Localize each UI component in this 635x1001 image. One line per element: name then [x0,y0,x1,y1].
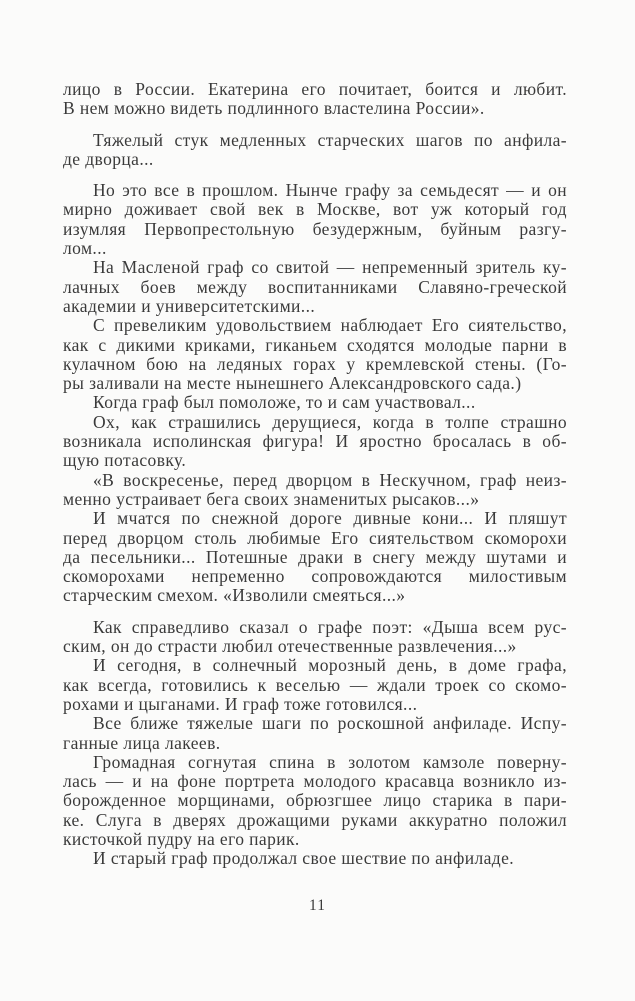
text-line: На Масленой граф со свитой — непременный зритель ку- [93,257,567,278]
text-line: Все ближе тяжелые шаги по роскошной анфиладе. Испу- [93,713,567,734]
text-line: перед дворцом столь любимые Его сиятельством скоморохи [63,527,567,548]
paragraph [63,618,567,657]
text-line: Но это все в прошлом. Нынче графу за семьдесят — и он [93,180,567,201]
paragraph [63,413,567,471]
text-line: И мчатся по снежной дороге дивные кони... И пляшут [93,508,567,529]
text-line: кисточкой пудру на его парик. [63,828,300,849]
text-line: ке. Слуга в дверях дрожащими руками аккуратно положил [63,809,567,830]
paragraph [63,258,567,316]
text-line: мирно доживает свой век в Москве, вот уж который год [63,199,567,220]
text-line: как всегда, готовились к веселью — ждали троек со скомо- [63,674,567,695]
text-line: менно устраивает бега своих знаменитых рысаков...» [63,488,480,509]
text-line: как с дикими криками, гиканьем сходятся молодые парни в [63,334,567,355]
paragraph [63,753,567,849]
paragraph [63,316,567,393]
paragraph [63,471,567,510]
text-line: рохами и цыганами. И граф тоже готовился... [63,693,418,714]
page-text [63,80,567,869]
text-line: И сегодня, в солнечный морозный день, в доме графа, [93,655,567,676]
text-line: «В воскресенье, перед дворцом в Нескучном, граф неиз- [93,469,567,490]
paragraph [63,131,567,170]
text-line: И старый граф продолжал свое шествие по анфиладе. [93,848,515,869]
text-line: лачных боев между воспитанниками Славяно-греческой [63,276,567,297]
text-line: ры заливали на месте нынешнего Александровского сада.) [63,373,522,394]
text-line: С превеликим удовольствием наблюдает Его сиятельство, [93,315,567,336]
text-line: де дворца... [63,148,154,169]
text-line: Тяжелый стук медленных старческих шагов по анфила- [93,129,567,150]
text-line: академии и университетскими... [63,295,316,316]
text-line: Ох, как страшились дерущиеся, когда в толпе страшно [93,411,567,432]
paragraph [63,656,567,714]
text-line: старческим смехом. «Изволили смеяться...» [63,585,406,606]
text-line: щую потасовку. [63,450,187,471]
text-line: возникала исполинская фигура! И яростно бросалась в об- [63,431,567,452]
text-line: лицо в России. Екатерина его почитает, боится и любит. [63,79,567,99]
text-line: ганные лица лакеев. [63,732,221,753]
text-line: лом... [63,238,107,259]
paragraph [63,181,567,258]
text-line: ским, он до страсти любил отечественные развлечения...» [63,636,517,657]
text-line: да песельники... Потешные драки в снегу между шутами и [63,546,567,567]
paragraph [63,849,567,868]
text-line: борожденное морщинами, обрюзгшее лицо старика в пари- [63,790,567,811]
text-line: Как справедливо сказал о графе поэт: «Дыша всем рус- [93,616,567,637]
text-line: лась — и на фоне портрета молодого красавца возникло из- [63,771,567,792]
text-line: изумляя Первопрестольную безудержным, буйным разгу- [63,218,567,239]
text-line: Громадная согнутая спина в золотом камзоле поверну- [93,751,567,772]
paragraph [63,80,567,119]
paragraph [63,509,567,605]
text-line: Когда граф был помоложе, то и сам участвовал... [93,392,476,413]
paragraph [63,714,567,753]
paragraph [63,393,567,412]
page-number: 11 [309,897,326,914]
text-line: скоморохами непременно сопровождаются милостивым [63,566,567,587]
text-line: кулачном бою на ледяных горах у кремлевской стены. (Го- [63,353,567,374]
text-line: В нем можно видеть подлинного властелина России». [63,98,485,119]
